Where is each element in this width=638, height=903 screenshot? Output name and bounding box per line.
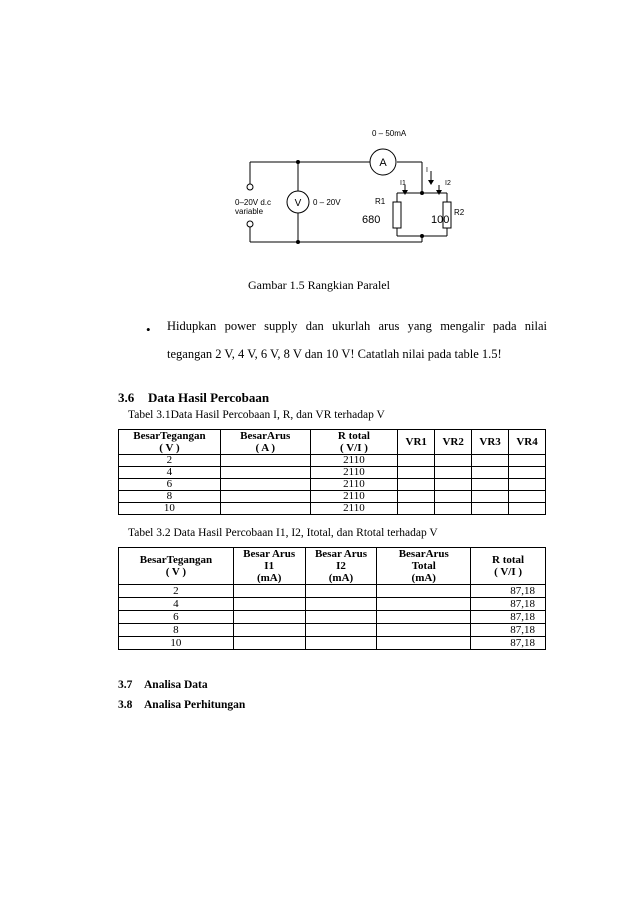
table-row	[119, 585, 546, 598]
table-cell: 2110	[310, 455, 398, 467]
table-cell	[472, 455, 509, 467]
ammeter-range-label: 0 – 50mA	[372, 129, 407, 138]
table-row	[119, 455, 546, 467]
col-header-vr1: VR1	[398, 430, 435, 455]
table-cell	[305, 637, 377, 650]
col-header-arus-i2: Besar Arus I2 (mA)	[305, 548, 377, 585]
table-row	[119, 611, 546, 624]
table-cell	[472, 479, 509, 491]
supply-terminal-top	[247, 184, 253, 190]
table-cell	[509, 467, 546, 479]
table-cell	[220, 491, 310, 503]
table-cell	[220, 467, 310, 479]
table-cell: 6	[119, 479, 221, 491]
table-cell	[435, 455, 472, 467]
col-header-arus-total: BesarArus Total (mA)	[377, 548, 471, 585]
table-cell	[435, 479, 472, 491]
table2-caption: Tabel 3.2 Data Hasil Percobaan I1, I2, Itotal, dan Rtotal terhadap V	[128, 527, 438, 539]
section-number: 3.6	[118, 390, 135, 405]
table-cell	[398, 503, 435, 515]
current-label: I	[426, 167, 428, 174]
table-cell	[435, 467, 472, 479]
table-cell	[220, 455, 310, 467]
table-row	[119, 598, 546, 611]
col-header-vr2: VR2	[435, 430, 472, 455]
supply-terminal-bottom	[247, 221, 253, 227]
section-number: 3.7	[118, 679, 133, 691]
table1-caption: Tabel 3.1Data Hasil Percobaan I, R, dan VR terhadap V	[128, 409, 385, 421]
table-cell	[509, 455, 546, 467]
figure-caption: Gambar 1.5 Rangkian Paralel	[248, 278, 390, 292]
supply-label-1: 0–20V d.c	[235, 198, 272, 207]
section-number: 3.8	[118, 699, 133, 711]
section-title: Analisa Data	[144, 679, 208, 691]
i2-label: I2	[445, 180, 451, 187]
col-header-tegangan: BesarTegangan ( V )	[119, 430, 221, 455]
supply-label-2: variable	[235, 207, 264, 216]
table-cell: 87,18	[471, 624, 546, 637]
table-cell	[233, 637, 305, 650]
table-cell: 87,18	[471, 598, 546, 611]
bullet-symbol: •	[146, 322, 151, 337]
table-cell	[377, 611, 471, 624]
table-cell	[305, 624, 377, 637]
table-cell	[377, 637, 471, 650]
table-cell	[509, 491, 546, 503]
table-cell: 2	[119, 455, 221, 467]
table-cell	[398, 467, 435, 479]
table-cell: 87,18	[471, 585, 546, 598]
section-title: Analisa Perhitungan	[144, 699, 246, 711]
table-cell: 2110	[310, 491, 398, 503]
table-cell	[233, 611, 305, 624]
table-cell: 8	[119, 491, 221, 503]
table-cell: 10	[119, 503, 221, 515]
col-header-rtotal: R total ( V/I )	[471, 548, 546, 585]
r1-label: R1	[375, 197, 386, 206]
col-header-rtotal: R total ( V/I )	[310, 430, 398, 455]
section-heading-3-6	[118, 390, 269, 406]
table-cell	[233, 598, 305, 611]
instruction-line-2: tegangan 2 V, 4 V, 6 V, 8 V dan 10 V! Catatlah nilai pada table 1.5!	[167, 347, 502, 361]
instruction-line-1: Hidupkan power supply dan ukurlah arus yang mengalir pada nilai	[167, 319, 547, 333]
r1-value: 680	[362, 214, 381, 226]
r2-value: 100	[431, 214, 450, 226]
table-row	[119, 479, 546, 491]
col-header-arus: BesarArus ( A )	[220, 430, 310, 455]
table-cell	[305, 598, 377, 611]
col-header-vr4: VR4	[509, 430, 546, 455]
table-cell	[377, 624, 471, 637]
table-row	[119, 491, 546, 503]
table-cell	[509, 503, 546, 515]
table-cell	[233, 624, 305, 637]
table-cell	[398, 491, 435, 503]
col-header-vr3: VR3	[472, 430, 509, 455]
table-header-row	[119, 430, 546, 455]
col-header-tegangan: BesarTegangan ( V )	[119, 548, 234, 585]
table-cell	[305, 611, 377, 624]
table-cell	[233, 585, 305, 598]
table-cell	[377, 585, 471, 598]
table-cell	[435, 503, 472, 515]
table-cell: 4	[119, 598, 234, 611]
table-cell: 2110	[310, 467, 398, 479]
ammeter-symbol: A	[379, 157, 387, 169]
section-title: Data Hasil Percobaan	[148, 390, 270, 405]
parallel-circuit-diagram	[225, 125, 485, 255]
table-cell: 87,18	[471, 611, 546, 624]
section-heading-3-7	[118, 679, 208, 691]
table-cell: 87,18	[471, 637, 546, 650]
table-cell: 6	[119, 611, 234, 624]
table-cell: 2110	[310, 503, 398, 515]
table-cell	[472, 467, 509, 479]
table-cell	[220, 503, 310, 515]
table-cell	[509, 479, 546, 491]
table-row	[119, 637, 546, 650]
table-cell	[472, 491, 509, 503]
voltmeter-symbol: V	[294, 198, 302, 209]
i1-label: I1	[400, 180, 406, 187]
table-data-hasil-percobaan	[118, 429, 546, 515]
table-cell	[398, 455, 435, 467]
table-cell	[435, 491, 472, 503]
table-cell: 2	[119, 585, 234, 598]
table-row	[119, 467, 546, 479]
table-cell	[305, 585, 377, 598]
table-cell: 10	[119, 637, 234, 650]
table-cell: 8	[119, 624, 234, 637]
table-cell	[220, 479, 310, 491]
col-header-arus-i1: Besar Arus I1 (mA)	[233, 548, 305, 585]
table-data-arus-paralel	[118, 547, 546, 650]
table-cell	[377, 598, 471, 611]
table-cell	[472, 503, 509, 515]
voltmeter-range-label: 0 – 20V	[313, 198, 341, 207]
table-cell: 4	[119, 467, 221, 479]
table-cell	[398, 479, 435, 491]
section-heading-3-8	[118, 699, 245, 711]
table-header-row	[119, 548, 546, 585]
table-row	[119, 624, 546, 637]
table-row	[119, 503, 546, 515]
r2-label: R2	[454, 208, 465, 217]
table-cell: 2110	[310, 479, 398, 491]
